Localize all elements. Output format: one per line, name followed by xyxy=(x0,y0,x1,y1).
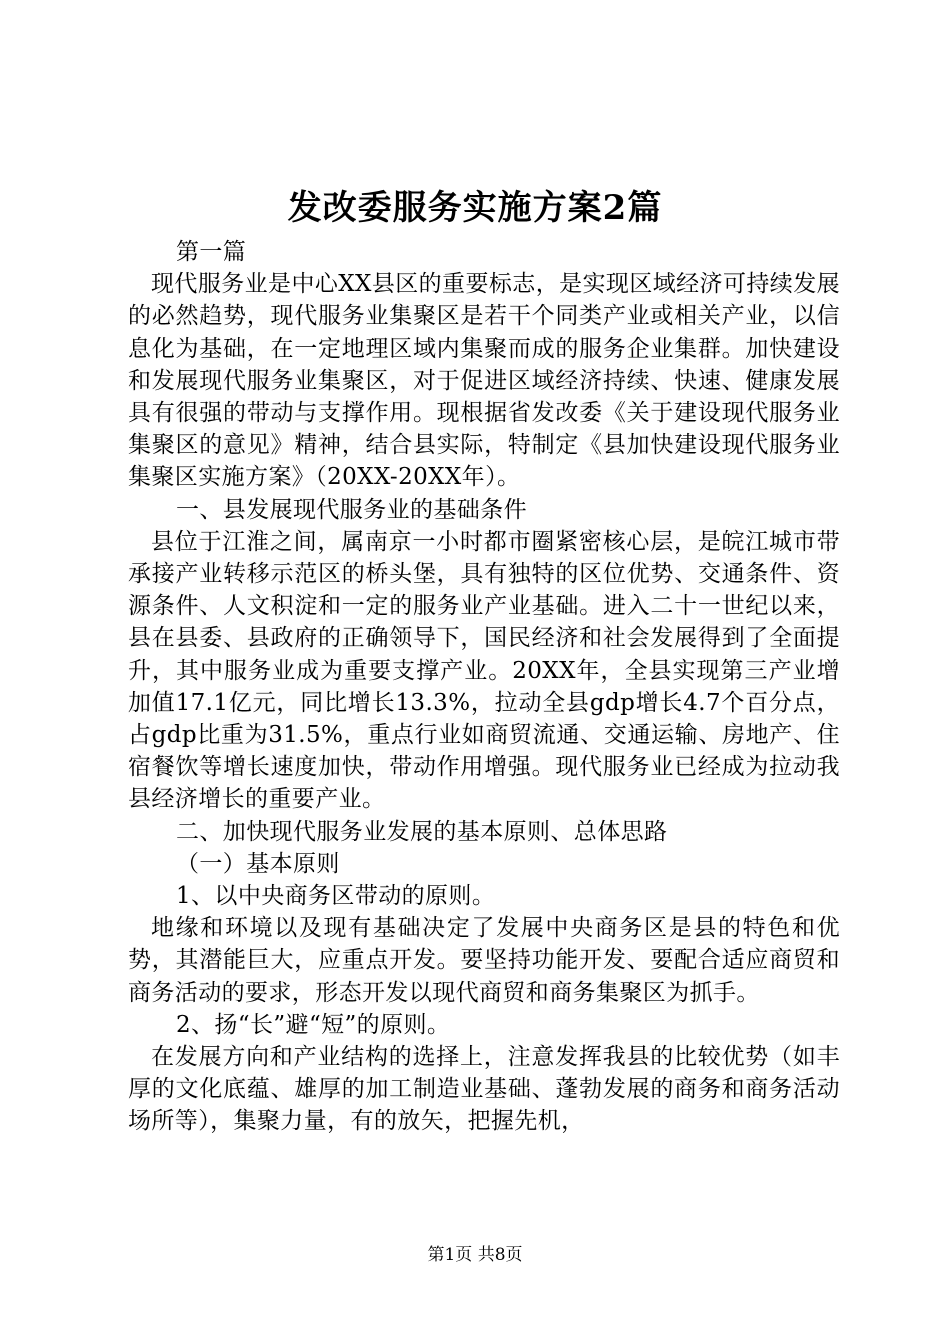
document-title: 发改委服务实施方案2篇 xyxy=(287,188,663,228)
document-body xyxy=(128,236,840,1138)
heading-principles-approach: 二、加快现代服务业发展的基本原则、总体思路 xyxy=(176,818,668,845)
heading-basic-conditions: 一、县发展现代服务业的基础条件 xyxy=(176,496,527,523)
page-number-footer: 第1页 共8页 xyxy=(427,1245,523,1265)
heading-basic-principles: （一）基本原则 xyxy=(176,850,340,877)
paragraph-section-one: 第一篇 xyxy=(176,239,247,265)
heading-principle-two: 2、扬“长”避“短”的原则。 xyxy=(176,1011,451,1038)
paragraph-intro: 现代服务业是中心XX县区的重要标志，是实现区域经济可持续发展的必然趋势，现代服务业集聚区是若干个同类产业或相关产业，以信息化为基础，在一定地理区域内集聚而成的服务企业集群。加快建设和发展现代服务业集聚区，对于促进区域经济持续、快速、健康发展具有很强的带动与支撑作用。现根据省发改委《关于建设现代服务业集聚区的意见》精神，结合县实际，特制定《县加快建设现代服务业集聚区实施方案》（20XX-20XX年）。 xyxy=(128,271,840,491)
paragraph-principle-one: 地缘和环境以及现有基础决定了发展中央商务区是县的特色和优势，其潜能巨大，应重点开发。要坚持功能开发、要配合适应商贸和商务活动的要求，形态开发以现代商贸和商务集聚区为抓手。 xyxy=(128,915,840,1006)
paragraph-principle-two: 在发展方向和产业结构的选择上，注意发挥我县的比较优势（如丰厚的文化底蕴、雄厚的加工制造业基础、蓬勃发展的商务和商务活动场所等），集聚力量，有的放矢，把握先机， xyxy=(128,1044,840,1135)
heading-principle-one: 1、以中央商务区带动的原则。 xyxy=(176,883,496,910)
paragraph-basic-conditions: 县位于江淮之间，属南京一小时都市圈紧密核心层，是皖江城市带承接产业转移示范区的桥头堡，具有独特的区位优势、交通条件、资源条件、人文积淀和一定的服务业产业基础。进入二十一世纪以来，县在县委、县政府的正确领导下，国民经济和社会发展得到了全面提升，其中服务业成为重要支撑产业。20XX年，全县实现第三产业增加值17.1亿元，同比增长13.3%，拉动全县gdp增长4.7个百分点，占gdp比重为31.5%，重点行业如商贸流通、交通运输、房地产、住宿餐饮等增长速度加快，带动作用增强。现代服务业已经成为拉动我县经济增长的重要产业。 xyxy=(128,528,840,813)
